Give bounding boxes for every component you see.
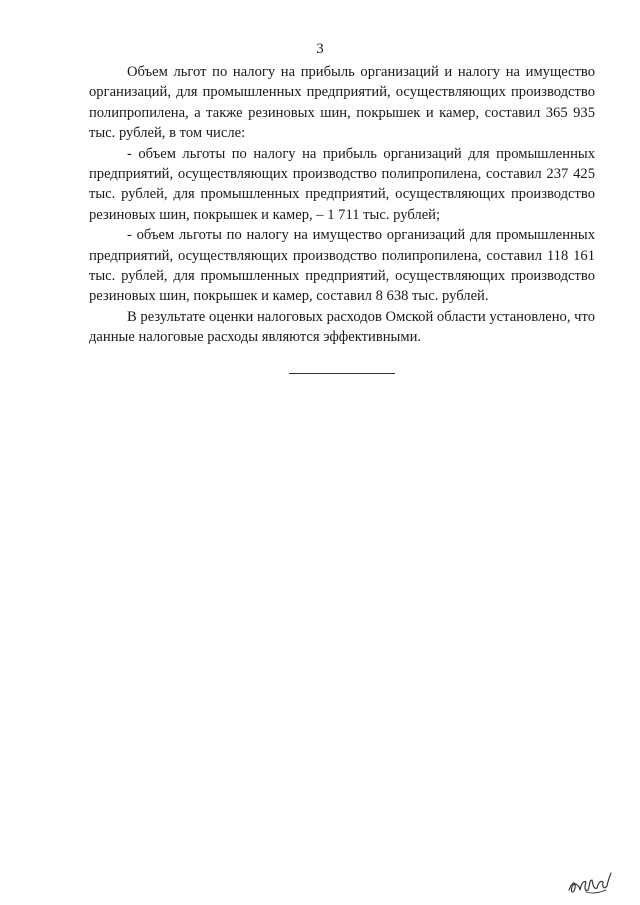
page-number: 3 — [316, 41, 324, 57]
initials-signature — [566, 868, 614, 898]
paragraph-tax-benefits-total: Объем льгот по налогу на прибыль организаций и налогу на имущество организаций, для промышленных предприятий, осуществляющих производство полипропилена, а также резиновых шин, покрышек и камер, составил 365 935 тыс. рублей, в том числе: — [89, 64, 595, 142]
document-body — [89, 62, 595, 348]
paragraph-conclusion: В результате оценки налоговых расходов Омской области установлено, что данные налоговые расходы являются эффективными. — [89, 308, 595, 346]
paragraph-property-tax-benefit: - объем льготы по налогу на имущество организаций для промышленных предприятий, осуществляющих производство полипропилена, составил 118 161 тыс. рублей, для промышленных предприятий, осуществляющих производство резиновых шин, покрышек и камер, составил 8 638 тыс. рублей. — [89, 227, 595, 305]
end-separator-line — [289, 373, 395, 374]
paragraph-profit-tax-benefit: - объем льготы по налогу на прибыль организаций для промышленных предприятий, осуществляющих производство полипропилена, составил 237 425 тыс. рублей, для промышленных предприятий, осуществляющих производство резиновых шин, покрышек и камер, – 1 711 тыс. рублей; — [89, 145, 595, 223]
